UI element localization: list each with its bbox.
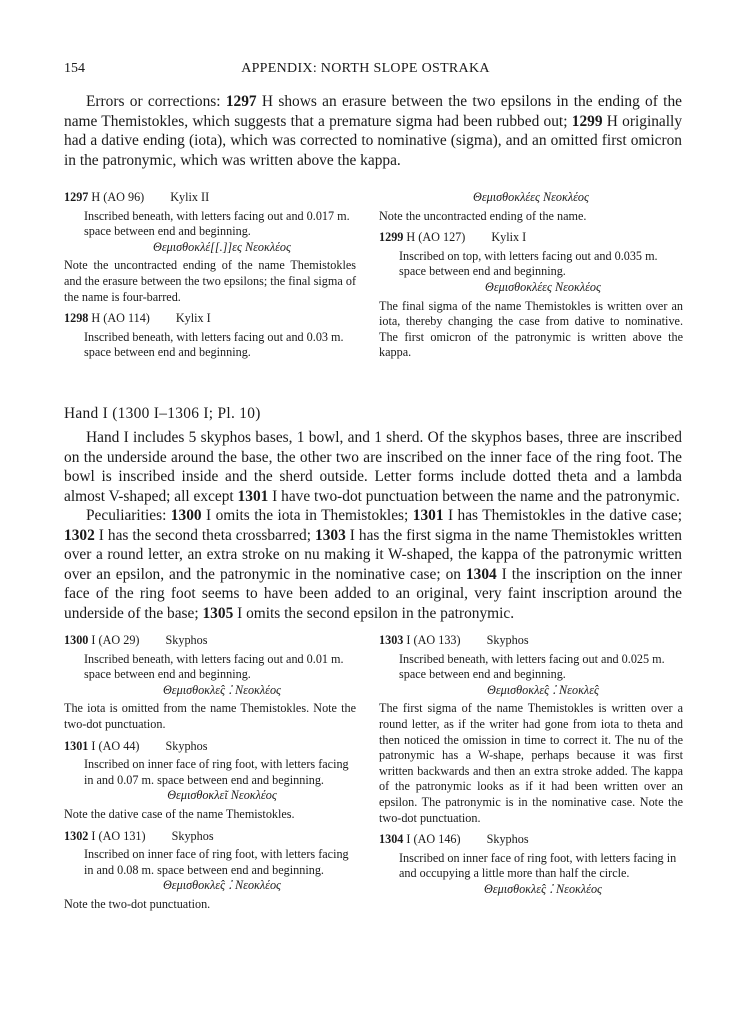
entry-heading: 1300 I (AO 29) Skyphos: [64, 633, 208, 647]
entry-heading: 1298 H (AO 114) Kylix I: [64, 311, 211, 326]
entry-inscription: Θεμισθοκλε̂ς ⁚ Νεοκλε̂ς: [487, 682, 599, 697]
entry-description: Inscribed on top, with letters facing out and 0.035 m. space between end and beginning.: [399, 248, 658, 279]
intro-paragraph: Errors or corrections: 1297 H shows an erasure between the two epsilons in the ending of the name Themistokles, which suggests that a premature sigma had been rubbed out; 1299 H originally had a dative ending (iota), which was corrected to nominative (sigma), and an omitted first omicron in the patronymic, which was written above the kappa.: [64, 93, 683, 169]
entry-note: The first sigma of the name Themistokles is written over a round letter, as if the writer had gone from iota to theta and then noticed the omission in time to correct it. The nu of the patronymic has a W-shape, perhaps because it was first written backwards and then an extra stroke added. The kappa of the patronymic looks as if it had been written over an epsilon. The patronymic is in the nominative case. Note the two-dot punctuation.: [379, 701, 683, 825]
entry-description: Inscribed beneath, with letters facing out and 0.025 m. space between end and beginning.: [399, 651, 665, 682]
entry-heading: 1299 H (AO 127) Kylix I: [379, 230, 527, 245]
entry-note: The final sigma of the name Themistokles is written over an iota, thereby changing the case from dative to nominative. The first omicron of the patronymic is written above the kappa.: [379, 298, 683, 360]
catalog-entry: [64, 190, 356, 305]
entry-note: Note the two-dot punctuation.: [64, 896, 211, 911]
running-head: APPENDIX: NORTH SLOPE OSTRAKA: [241, 61, 490, 76]
page-number: 154: [64, 61, 85, 76]
peculiarities-paragraph: Peculiarities: 1300 I omits the iota in Themistokles; 1301 I has Themistokles in the dative case; 1302 I has the second theta crossbarred; 1303 I has the first sigma in the name Themistokles written over a round letter, an extra stroke on nu making it W-shaped, the kappa of the patronymic written over an epsilon, and the patronymic in the nominative case; on 1304 I the inscription on the inner face of the ring foot seems to have been added to an original, very faint inscription around the underside of the base; 1305 I omits the second epsilon in the patronymic.: [64, 507, 683, 622]
section-heading: Hand I (1300 I–1306 I; Pl. 10): [64, 405, 261, 422]
entry-inscription: Θεμισθοκλεῖ Νεοκλέος: [167, 788, 277, 803]
catalog-column-top-left: [64, 190, 356, 361]
catalog-entry: [64, 829, 356, 913]
catalog-column-top-right: [379, 190, 683, 367]
entry-description: Inscribed on inner face of ring foot, with letters facing in and 0.08 m. space between end and beginning.: [84, 847, 349, 877]
entry-note: Note the uncontracted ending of the name Themistokles and the erasure between the two epsilons; the final sigma of the name is four-barred.: [64, 258, 356, 304]
entry-heading: 1302 I (AO 131) Skyphos: [64, 828, 214, 843]
entry-note: The iota is omitted from the name Themistokles. Note the two-dot punctuation.: [64, 701, 356, 731]
entry-inscription: Θεμισθοκλέες Νεοκλέος: [485, 279, 601, 294]
catalog-entry: [379, 633, 683, 826]
entry-description: Inscribed beneath, with letters facing out and 0.01 m. space between end and beginning.: [84, 651, 344, 682]
entry-note: Note the uncontracted ending of the name.: [379, 208, 587, 223]
entry-heading: 1303 I (AO 133) Skyphos: [379, 633, 529, 647]
catalog-entry: [64, 739, 356, 823]
body-paragraph: Hand I includes 5 skyphos bases, 1 bowl, and 1 sherd. Of the skyphos bases, three are inscribed on the underside around the base, the other two are inscribed on the inner face of the ring foot. The bowl is inscribed inside and the sherd outside. Letter forms include dotted theta and a lambda almost V-shaped; all except 1301 I have two-dot punctuation between the name and the patronymic.: [64, 429, 682, 505]
entry-heading: 1297 H (AO 96) Kylix II: [64, 190, 210, 204]
catalog-entry: [64, 633, 356, 733]
entry-description: Inscribed on inner face of ring foot, with letters facing in and occupying a little more than half the circle.: [399, 850, 677, 881]
entry-heading: 1304 I (AO 146) Skyphos: [379, 832, 529, 847]
entry-inscription: Θεμισθοκλέ[[.]]ες Νεοκλέος: [153, 239, 291, 254]
entry-description: Inscribed beneath, with letters facing out and 0.03 m. space between end and beginning.: [84, 329, 344, 360]
catalog-entry: [64, 311, 356, 361]
entry-inscription: Θεμισθοκλε̂ς ⁚ Νεοκλέος: [483, 881, 603, 896]
entry-inscription: Θεμισθοκλέες Νεοκλέος: [473, 190, 589, 204]
entry-heading: 1301 I (AO 44) Skyphos: [64, 738, 208, 753]
catalog-column-bottom-right: [379, 633, 683, 898]
entry-description: Inscribed on inner face of ring foot, with letters facing in and 0.07 m. space between end and beginning.: [84, 757, 349, 787]
catalog-column-bottom-left: [64, 633, 356, 919]
entry-description: Inscribed beneath, with letters facing out and 0.017 m. space between end and beginning.: [84, 208, 350, 239]
catalog-entry: [379, 832, 683, 897]
entry-inscription: Θεμισθοκλε̂ς ⁚ Νεοκλέος: [162, 878, 282, 893]
entry-inscription: Θεμισθοκλε̂ς ⁚ Νεοκλέος: [162, 682, 282, 697]
entry-note: Note the dative case of the name Themistokles.: [64, 806, 295, 821]
catalog-entry: [379, 230, 683, 361]
